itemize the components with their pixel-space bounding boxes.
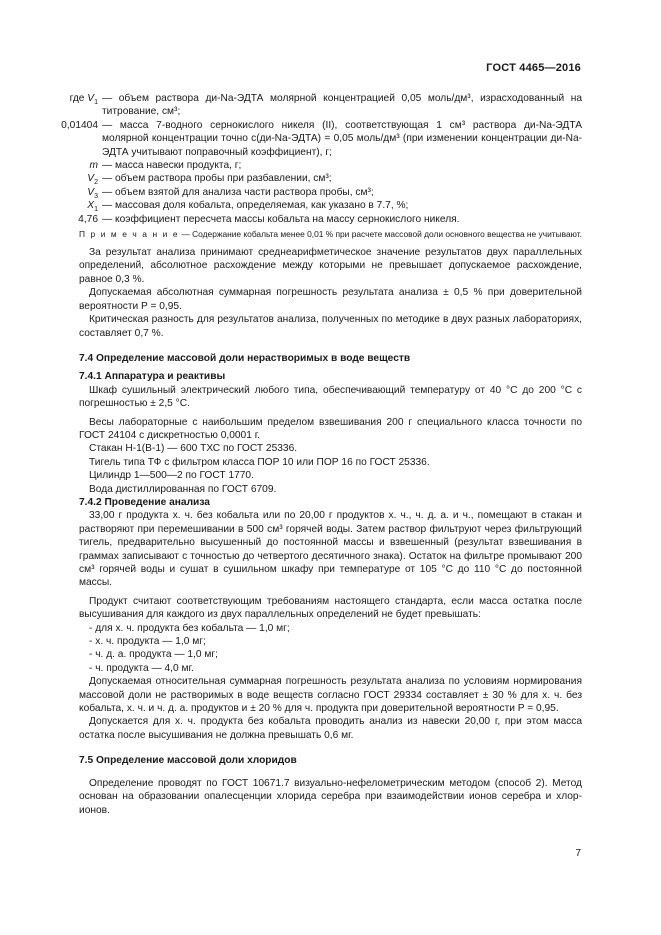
page-number: 7 [575,848,581,859]
error-paragraph: Допускаемая относительная суммарная погрешность результата анализа по условиям нормирования массовой доли не растворимых в воде веществ согласно ГОСТ 29334 составляет ± 30 % для х. ч. без кобальта, х. ч. и ч. д. а. продуктов и ± 20 % для ч. продукта при доверительной вероятности P = 0,95. [79,676,582,715]
results-paragraphs [79,246,582,340]
legend-row [79,172,582,185]
list-item: - х. ч. продукта — 1,0 мг; [89,636,206,648]
chlorides-paragraph: Определение проводят по ГОСТ 10671.7 визуально-нефелометрическим методом (способ 2). Метод основан на образовании опалесценции хлорида серебра при взаимодействии ионов серебра и хлор-ионов. [79,777,582,816]
subsection-7-4-2-title: 7.4.2 Проведение анализа [79,496,210,508]
legend-row [79,199,582,212]
subsection-7-4-1-title: 7.4.1 Аппаратура и реактивы [79,371,226,383]
page-header-standard: ГОСТ 4465—2016 [486,62,581,74]
equipment-item: Стакан Н-1(В-1) — 600 ТХС по ГОСТ 25336. [89,443,298,455]
legend-row [79,213,582,226]
procedure-paragraph: 33,00 г продукта х. ч. без кобальта или по 20,00 г продуктов х. ч., ч. д. а. и ч., помещают в стакан и растворяют при перемешивании в 500 см³ горячей воды. Затем раствор фильтруют через фильтрующий тигель, предварительно высушенный до постоянной массы и взвешенный (результат взвешивания в граммах записывают с точностью до четвертого десятичного знака). Остаток на фильтре промывают 200 см³ горячей воды и сушат в сушильном шкафу при температуре от 105 °С до 110 °С до постоянной массы. [79,510,582,589]
allowance-paragraph: Допускается для х. ч. продукта без кобальта проводить анализ из навески 20,00 г, при этом масса остатка после высушивания не должна превышать 0,6 мг. [79,716,582,741]
note-label: П р и м е ч а н и е [79,229,180,240]
legend-symbol: $V_3$ [87,186,98,200]
list-item: - для х. ч. продукта без кобальта — 1,0 мг; [89,622,290,634]
residue-limit-list [79,622,582,676]
page-content [61,92,582,817]
legend-description: — масса 7-водного сернокислого никеля (II), соответствующая 1 см³ раствора ди-Na-ЭДТА молярной концентрации точно с(ди-Na-ЭДТА) = 0,05 моль/дм³ (при изменении концентрации ди-Na-ЭДТА учитывают поправочный коэффициент), г; [102,119,582,158]
legend-symbol: $V_2$ [87,173,98,187]
legend-row [79,159,582,172]
legend-description: — массовая доля кобальта, определяемая, как указано в 7.7, %; [102,200,409,212]
legend-description: — коэффициент пересчета массы кобальта на массу сернокислого никеля. [102,213,460,225]
equipment-item: Вода дистиллированная по ГОСТ 6709. [89,483,277,495]
legend-row [79,186,582,199]
list-item: - ч. д. а. продукта — 1,0 мг; [89,649,218,661]
section-7-5-title: 7.5 Определение массовой доли хлоридов [79,755,297,767]
legend-symbol: где $V_1$ [69,93,98,107]
legend-symbol: m [89,160,98,172]
legend-row [69,92,582,119]
legend-symbol: $X_1$ [87,200,98,214]
equipment-item: Цилиндр 1—500—2 по ГОСТ 1770. [89,470,254,482]
equipment-item: Весы лабораторные с наибольшим пределом взвешивания 200 г специального класса точности по ГОСТ 24104 с дискретностью 0,0001 г. [79,416,582,441]
formula-legend [61,92,582,226]
equipment-item: Тигель типа ТФ с фильтром класса ПОР 10 или ПОР 16 по ГОСТ 25336. [89,456,430,468]
legend-symbol: 4,76 [78,213,98,225]
equipment-item: Шкаф сушильный электрический любого типа, обеспечивающий температуру от 40 °С до 200 °С с погрешностью ± 2,5 °С. [79,384,582,410]
note [79,229,582,240]
legend-row [61,119,582,159]
legend-description: — объем взятой для анализа части раствора пробы, см³; [102,186,374,198]
list-item: - ч. продукта — 4,0 мг. [89,662,194,674]
paragraph-result: За результат анализа принимают среднеарифметическое значение результатов двух параллельных определений, абсолютное расхождение между которыми не превышает допускаемое расхождение, равное 0,3 %. [79,247,582,285]
paragraph-error: Допускаемая абсолютная суммарная погрешность результата анализа ± 0,5 % при доверительной вероятности P = 0,95. [79,287,582,312]
legend-description: — объем раствора ди-Na-ЭДТА молярной концентрацией 0,05 моль/дм³, израсходованный на титрование, см³; [102,93,582,118]
section-7-4-title: 7.4 Определение массовой доли нерастворимых в воде веществ [79,352,411,364]
legend-symbol: 0,01404 [61,119,98,131]
legend-description: — объем раствора пробы при разбавлении, см³; [102,173,332,185]
legend-description: — масса навески продукта, г; [102,160,242,172]
paragraph-critical-difference: Критическая разность для результатов анализа, полученных по методике в двух разных лабораториях, составляет 0,7 %. [79,314,582,339]
note-text: — Содержание кобальта менее 0,01 % при расчете массовой доли основного вещества не учитывают. [179,229,582,240]
requirement-paragraph: Продукт считают соответствующим требованиям настоящего стандарта, если масса остатка после высушивания для каждого из двух параллельных определений не будет превышать: [79,595,582,621]
